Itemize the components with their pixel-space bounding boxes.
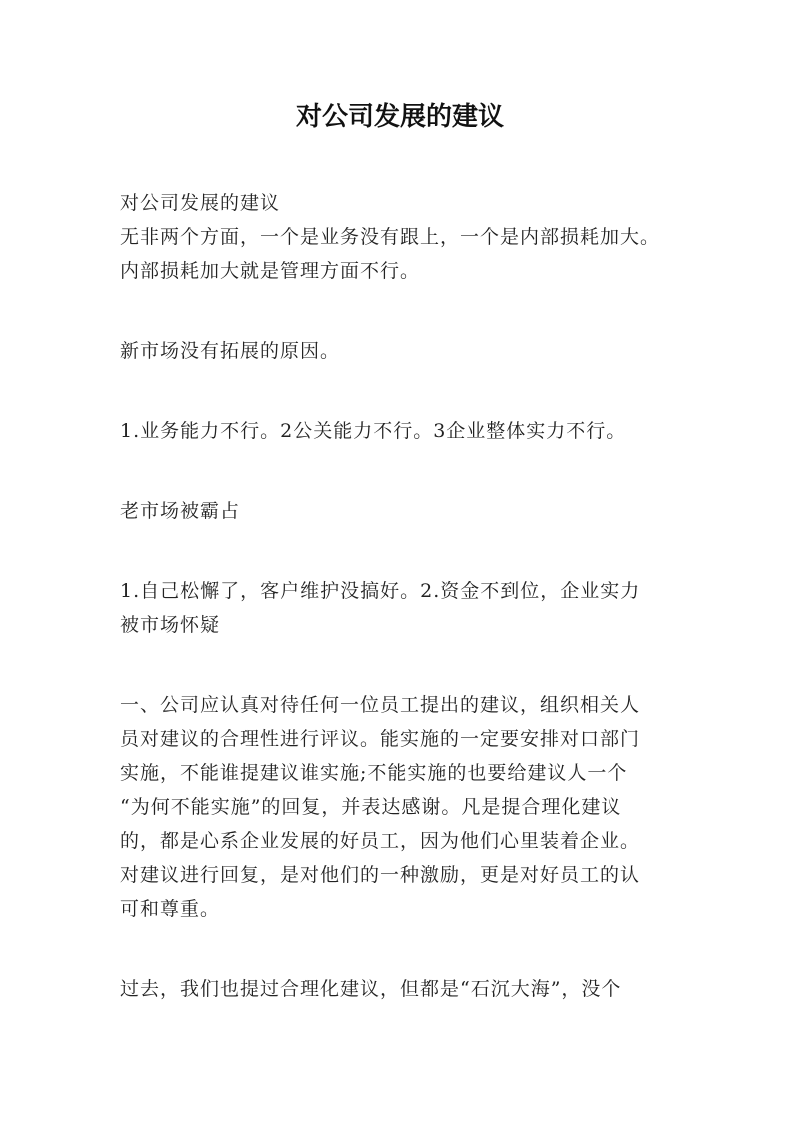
body-line: 对公司发展的建议 [120, 192, 281, 214]
body-line: 一、公司应认真对待任何一位员工提出的建议，组织相关人 [120, 694, 641, 716]
paragraph-gap [120, 926, 692, 972]
body-line: 的，都是心系企业发展的好员工，因为他们心里装着企业。 [120, 830, 641, 852]
body-line: 老市场被霸占 [120, 500, 241, 522]
body-line: 内部损耗加大就是管理方面不行。 [120, 260, 421, 282]
body-line: 实施，不能谁提建议谁实施;不能实施的也要给建议人一个 [120, 762, 628, 784]
document-body [120, 186, 692, 1006]
body-line: 无非两个方面，一个是业务没有跟上，一个是内部损耗加大。 [120, 226, 661, 248]
body-line: “为何不能实施”的回复，并表达感谢。凡是提合理化建议 [120, 796, 622, 818]
body-line: 过去，我们也提过合理化建议，但都是“石沉大海”，没个 [120, 978, 622, 1000]
body-line: 可和尊重。 [120, 898, 221, 920]
paragraph-gap [120, 288, 692, 334]
body-line: 1.自己松懈了，客户维护没搞好。2.资金不到位，企业实力 [120, 580, 641, 602]
body-line: 被市场怀疑 [120, 614, 221, 636]
document-title: 对公司发展的建议 [295, 102, 504, 132]
paragraph-gap [120, 368, 692, 414]
body-line: 对建议进行回复，是对他们的一种激励，更是对好员工的认 [120, 864, 641, 886]
body-line: 员对建议的合理性进行评议。能实施的一定要安排对口部门 [120, 728, 641, 750]
paragraph-gap [120, 448, 692, 494]
body-line: 新市场没有拓展的原因。 [120, 340, 341, 362]
paragraph-gap [120, 642, 692, 688]
paragraph-gap [120, 528, 692, 574]
body-line: 1.业务能力不行。2公关能力不行。3企业整体实力不行。 [120, 420, 627, 442]
